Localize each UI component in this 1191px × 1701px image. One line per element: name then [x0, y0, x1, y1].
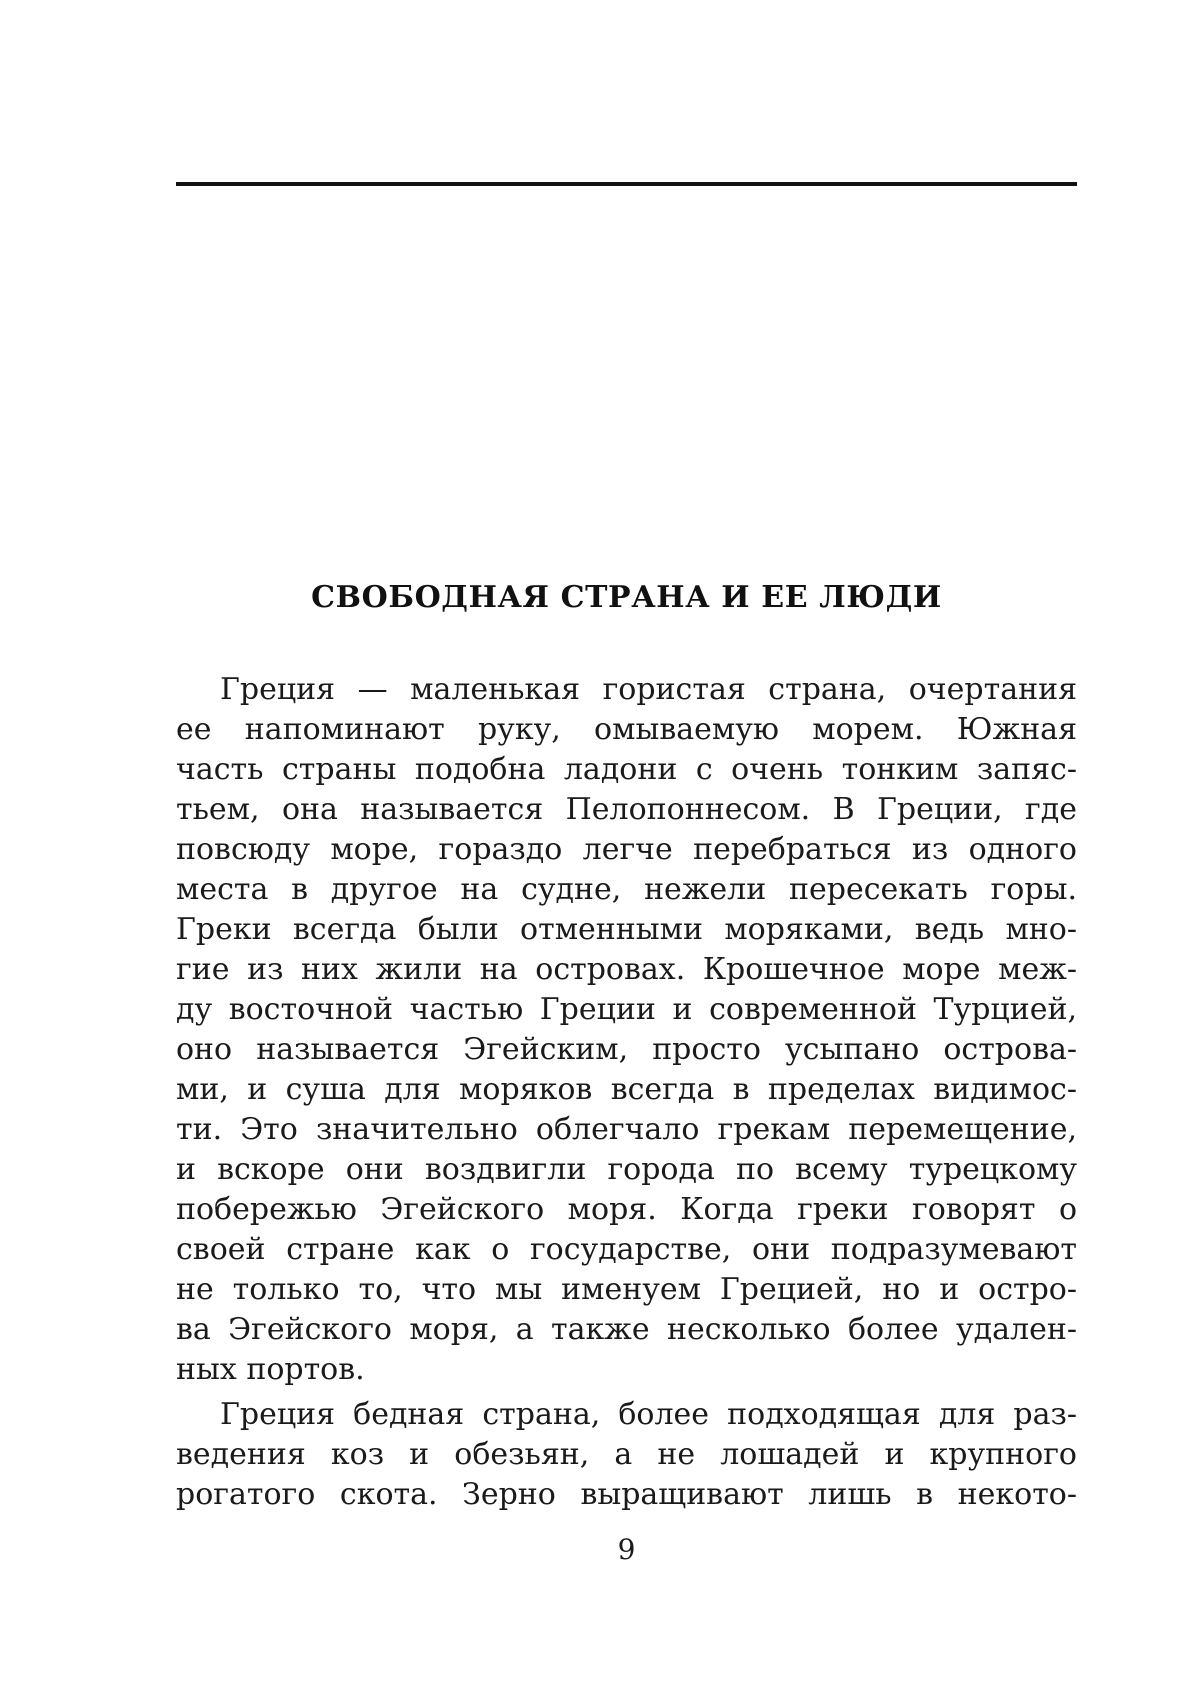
- text-line: не только то, что мы именуем Грецией, но и остро-: [176, 1272, 1077, 1307]
- text-line: повсюду море, гораздо легче перебраться из одного: [176, 832, 1077, 867]
- text-line: Греция — маленькая гористая страна, очертания: [220, 672, 1077, 707]
- text-line: Греция бедная страна, более подходящая для раз-: [220, 1397, 1077, 1432]
- text-line: гие из них жили на островах. Крошечное море меж-: [176, 952, 1077, 987]
- text-line: своей стране как о государстве, они подразумевают: [176, 1232, 1077, 1267]
- text-line: ее напоминают руку, омываемую морем. Южная: [176, 712, 1077, 747]
- text-line: ти. Это значительно облегчало грекам перемещение,: [176, 1112, 1077, 1147]
- text-line: оно называется Эгейским, просто усыпано острова-: [176, 1032, 1077, 1067]
- text-line: ми, и суша для моряков всегда в пределах видимос-: [176, 1072, 1077, 1107]
- text-line: побережью Эгейского моря. Когда греки говорят о: [176, 1192, 1077, 1227]
- text-line: и вскоре они воздвигли города по всему турецкому: [176, 1152, 1077, 1187]
- text-line: ду восточной частью Греции и современной Турцией,: [176, 992, 1077, 1027]
- text-line: Греки всегда были отменными моряками, ведь мно-: [176, 912, 1077, 947]
- text-line: часть страны подобна ладони с очень тонким запяс-: [176, 752, 1077, 787]
- text-line: ных портов.: [176, 1352, 365, 1387]
- text-line: рогатого скота. Зерно выращивают лишь в некото-: [176, 1477, 1077, 1512]
- text-line: ведения коз и обезьян, а не лошадей и крупного: [176, 1437, 1077, 1472]
- page-number: 9: [617, 1533, 636, 1566]
- text-line: ва Эгейского моря, а также несколько более удален-: [176, 1312, 1077, 1347]
- chapter-title: СВОБОДНАЯ СТРАНА И ЕЕ ЛЮДИ: [311, 580, 942, 615]
- text-line: места в другое на судне, нежели пересекать горы.: [176, 872, 1077, 907]
- header-rule: [176, 182, 1077, 186]
- text-line: тьем, она называется Пелопоннесом. В Греции, где: [176, 792, 1077, 827]
